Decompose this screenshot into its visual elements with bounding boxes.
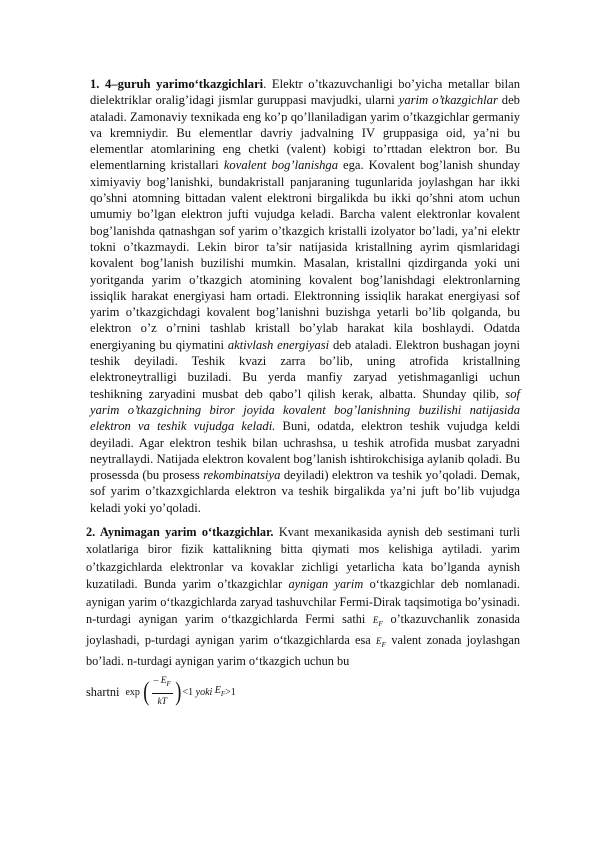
text: Buni, odatda, elektron teshik vujudga keldi deyiladi. Agar elektron teshik bilan uchrashsa, u teshik atrofida musbat zaryadni neytrallaydi. Natijada elektron kovalent bog’lanish ishtirokchisiga aylanib qoladi. Bu prosessda (bu prosess [90,419,520,483]
text: valent zonada joylashgan bo’ladi. n-turdagi aynigan yarim o‘tkazgich uchun bu [86,633,520,669]
left-paren: ( [143,677,150,707]
fermi-level-symbol: $E_F$ [214,684,226,698]
condition-line [86,673,520,712]
degeneracy-condition-formula [125,673,235,712]
fraction: $\frac{- E_F}{kT}$ [152,673,173,712]
term-yarim-otkazgichlar: yarim o’tkazgichlar [398,93,498,108]
text: o‘tkazgichlar deb nomlanadi. aynigan yarim o‘tkazgichlarda zaryad tashuvchilar Fermi-Dirak taqsimotiga bo’ysinadi. n-turdagi aynigan yarim o‘tkazgichlarda Fermi sathi [86,577,520,627]
text: Kvant mexanikasida aynish deb sestimani turli xolatlariga biror fizik kattalikning bitta qiymati mos kelishiga aytiladi. yarim o’tkazgichlarda elektronlar va kovaklar zichligi yetarlicha kata bo’lganda aynish kuzatiladi. Bunda yarim o’tkazgichlar [86,525,520,592]
section-2-heading: 2. Aynimagan yarim o‘tkazgichlar. [86,525,274,540]
fermi-level-symbol: $E_F$ [376,636,387,650]
text: shartni [86,684,120,699]
section-1-heading: 1. 4–guruh yarimo‘tkazgichlari [90,77,264,91]
text: . Elektr o’tkazuvchanligi bo’yicha metallar bilan dielektriklar oralig’idagi jismlar guruppasi mavjudki, ularni [90,77,520,108]
text: ega. Kovalent bog’lanish shunday ximiyaviy bog’lanishki, bundakristall panjaraning tugunlarida joylashgan har ikki qo’shni atomning bittadan valent elektroni birgalikda bu ikki qo’shni atom uchun umumiy bo’lgan elektron jufti vujudga keladi. Barcha valent elektronlar kovalent bog’lanishda qatnashgan sof yarim o’tkazgich kristalli izolyator bo’ladi, ya’ni elektr tokni o’tkazmaydi. Lekin biror ta’sir natijasida kristallning ayrim qismlaridagi kovalent bog’lanish buzilishi mumkin. Masalan, kristallni qizdirganda yoki uni yoritganda yarim o’tkazgich atomining kovalent bog’lanishdagi elektronlarning issiqlik harakat energiyasi ham ortadi. Elektronning issiqlik harakat energiyasi sof yarim o’tkazgichdagi kovalent bog’lanishni buzishga yetarli bo’lib qolganda, bu elektron o’z o’rnini tashlab kristall bo’ylab harakat kila boshlaydi. Odatda energiyaning bu qiymatini [90,158,521,352]
term-aynigan-yarim: aynigan yarim [288,577,364,592]
inequality: >1 [225,686,236,698]
term-kovalent-boglanish: kovalent bog’lanishga [223,158,338,173]
paragraph-section-1 [86,76,520,516]
paragraph-section-2 [86,524,520,671]
text: deb ataladi. Elektron bushagan joyni teshik deyiladi. Teshik kvazi zarra bo’lib, uning atrofida kristallning elektroneytralligi buziladi. Bu yerda manfiy zaryad yetishmaganligi uchun teshikning zaryadini musbat deb qabo’l qilish kerak, albatta. Shunday qilib, [90,337,520,401]
text-yoki: yoki [193,686,215,698]
inequality: <1 [182,686,194,698]
text: deb ataladi. Zamonaviy texnikada eng ko’p qo’llaniladigan yarim o’tkazgichlar germaniy va kremniydir. Bu elementlar davriy jadvalning IV gruppasiga oid, ya’ni bu elementlar atomlarining eng chetki (valent) kobigi to’rttadan elektron bor. Bu elementlarning kristallari [90,93,520,173]
text: o’tkazuvchanlik zonasida joylashadi, p-turdagi aynigan yarim o‘tkazgichlarda esa [86,612,520,648]
fermi-level-symbol: $E_F$ [372,615,383,628]
term-rekombinatsiya: rekombinatsiya [203,468,281,483]
document-page [86,76,520,712]
exp-function: exp [125,686,140,698]
right-paren: ) [175,677,182,707]
text: deyiladi) elektron va teshik yo’qoladi. Demak, sof yarim o’tkazxgichlarda elektron va teshik birgalikda ya’ni juft bo’lib vujudga keladi yoki yo’qoladi. [90,468,520,515]
term-aktivlash-energiyasi: aktivlash energiyasi [227,337,330,352]
italic-statement: sof yarim o’tkazgichning biror joyida kovalent bog’lanishning buzilishi natijasida elektron va teshik vujudga keladi. [90,386,520,434]
